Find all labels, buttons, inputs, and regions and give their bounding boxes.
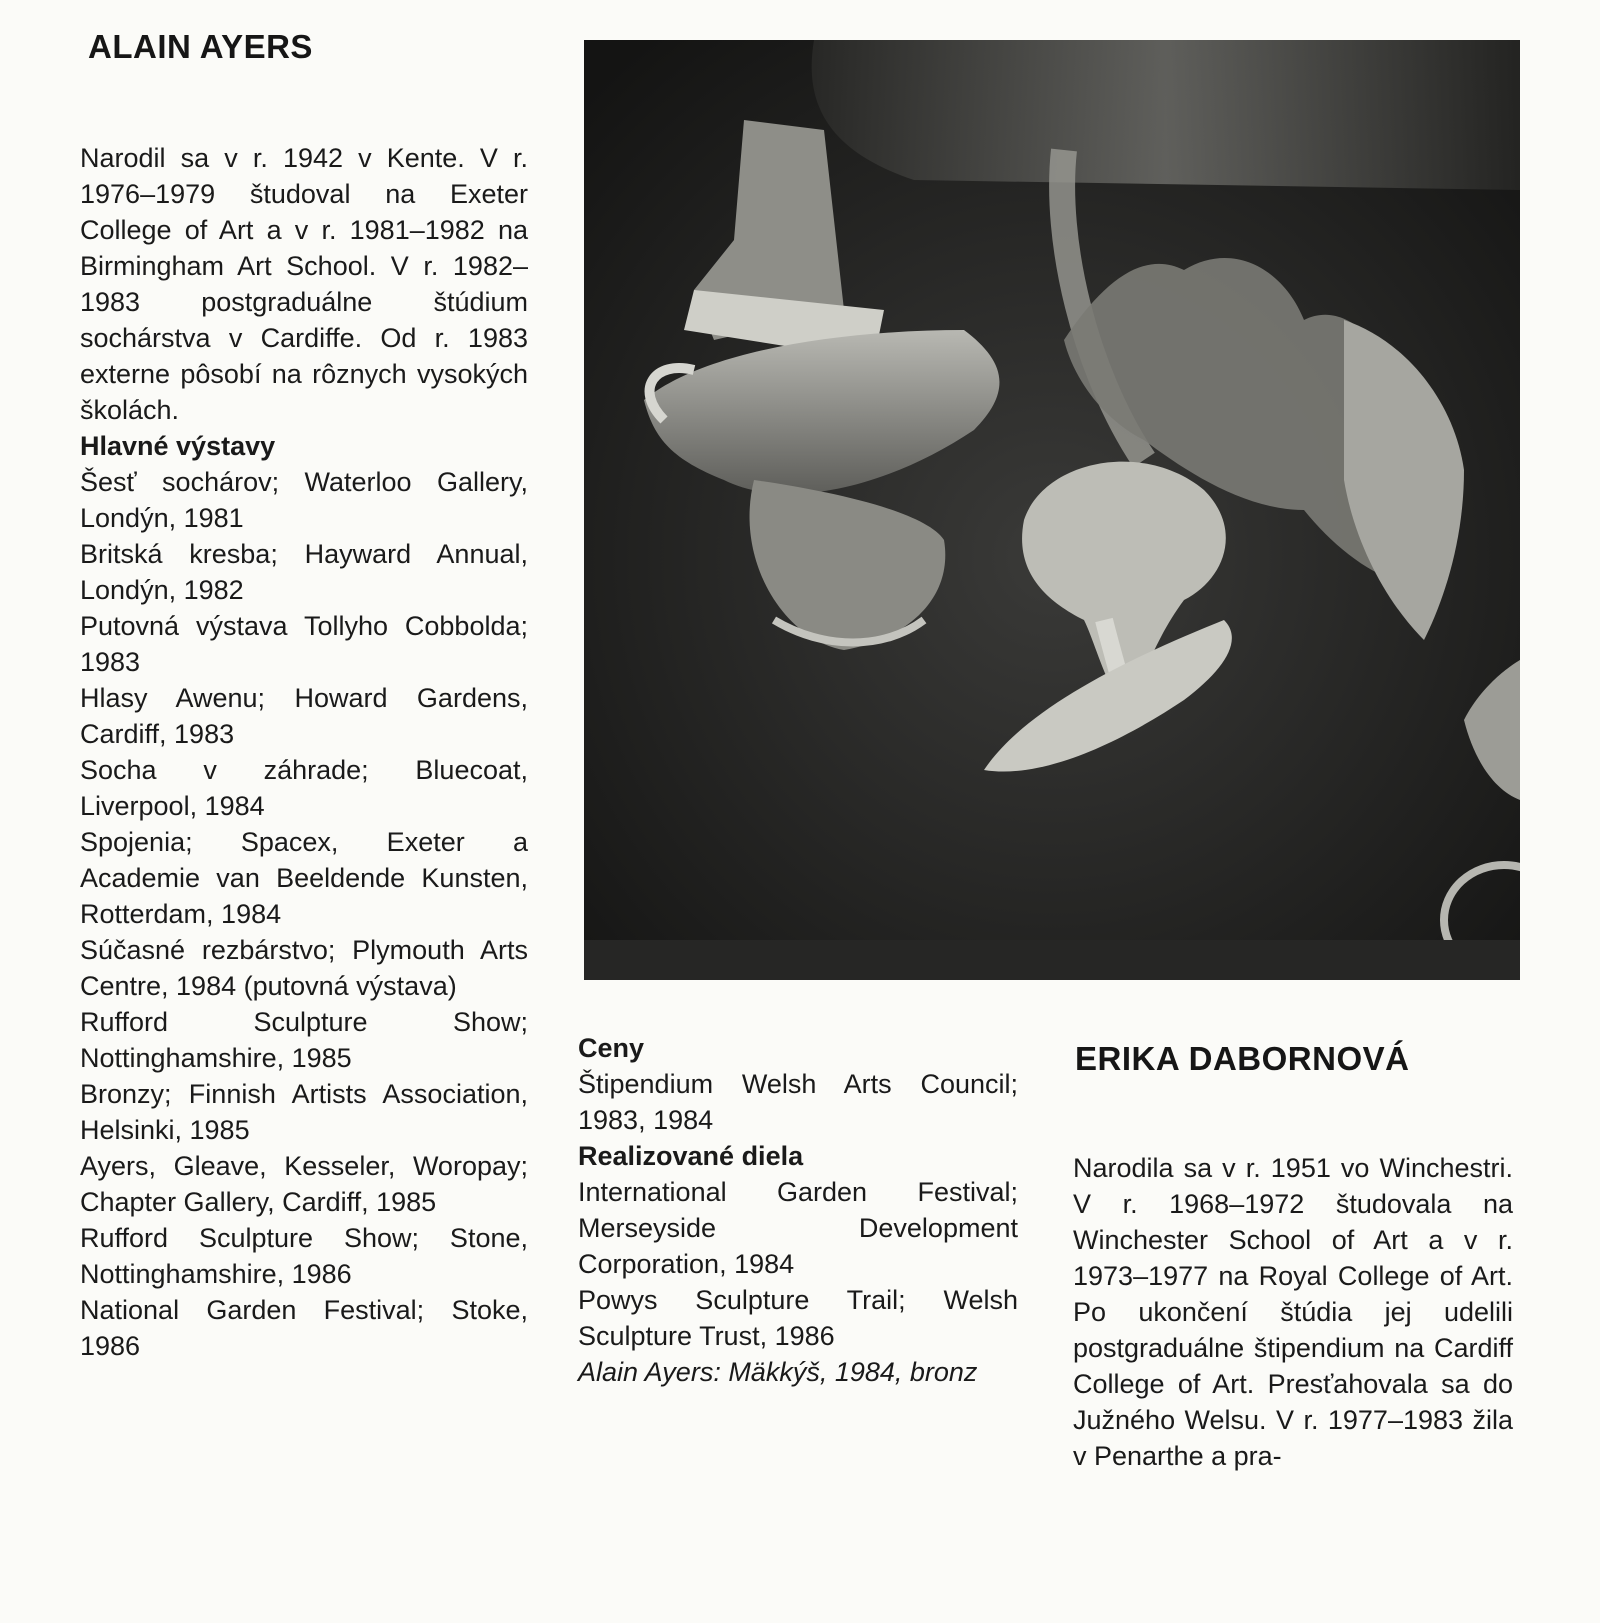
- exhibitions-heading: Hlavné výstavy: [80, 431, 276, 461]
- exhibition-entry: Ayers, Gleave, Kesseler, Woropay; Chapter Gallery, Cardiff, 1985: [80, 1151, 528, 1217]
- artist-heading-dabornova: ERIKA DABORNOVÁ: [1075, 1040, 1410, 1077]
- exhibition-entry: Súčasné rezbárstvo; Plymouth Arts Centre, 1984 (putovná výstava): [80, 935, 528, 1001]
- ayers-bio: Narodil sa v r. 1942 v Kente. V r. 1976–1979 študoval na Exeter College of Art a v r. 1981–1982 na Birmingham Art School. V r. 1982–1983 postgraduálne štúdium sochárstva v Cardiffe. Od r. 1983 externe pôsobí na rôznych vysokých školách.: [80, 143, 528, 425]
- dabornova-bio: Narodila sa v r. 1951 vo Winchestri. V r. 1968–1972 študovala na Winchester School of Art a v r. 1973–1977 na Royal College of Art. Po ukončení štúdia jej udelili postgraduálne štipendium na Cardiff College of Art. Presťahovala sa do Južného Welsu. V r. 1977–1983 žila v Penarthe a pra-: [1073, 1153, 1513, 1471]
- exhibition-entry: National Garden Festival; Stoke, 1986: [80, 1295, 528, 1361]
- middle-column: [578, 1030, 1018, 1390]
- exhibition-entry: Britská kresba; Hayward Annual, Londýn, 1982: [80, 539, 528, 605]
- right-column: [1073, 1150, 1513, 1474]
- awards-heading: Ceny: [578, 1033, 645, 1063]
- photo-caption: Alain Ayers: Mäkkýš, 1984, bronz: [578, 1357, 978, 1387]
- photo-illustration: [584, 40, 1520, 980]
- work-entry: Powys Sculpture Trail; Welsh Sculpture Trust, 1986: [578, 1285, 1018, 1351]
- work-entry: International Garden Festival; Merseyside Development Corporation, 1984: [578, 1177, 1018, 1279]
- exhibition-entry: Rufford Sculpture Show; Nottinghamshire, 1985: [80, 1007, 528, 1073]
- exhibition-entry: Spojenia; Spacex, Exeter a Academie van Beeldende Kunsten, Rotterdam, 1984: [80, 827, 528, 929]
- exhibition-entry: Hlasy Awenu; Howard Gardens, Cardiff, 1983: [80, 683, 528, 749]
- exhibition-entry: Putovná výstava Tollyho Cobbolda; 1983: [80, 611, 528, 677]
- exhibition-entry: Rufford Sculpture Show; Stone, Nottinghamshire, 1986: [80, 1223, 528, 1289]
- award-entry: Štipendium Welsh Arts Council; 1983, 1984: [578, 1069, 1018, 1135]
- works-heading: Realizované diela: [578, 1141, 804, 1171]
- artist-heading-ayers: ALAIN AYERS: [88, 28, 313, 65]
- sculpture-photograph: [584, 40, 1520, 980]
- left-column: [80, 140, 528, 1364]
- exhibition-entry: Šesť sochárov; Waterloo Gallery, Londýn, 1981: [80, 467, 528, 533]
- exhibition-entry: Socha v záhrade; Bluecoat, Liverpool, 1984: [80, 755, 528, 821]
- exhibition-entry: Bronzy; Finnish Artists Association, Helsinki, 1985: [80, 1079, 528, 1145]
- exhibitions-list: [80, 464, 528, 1364]
